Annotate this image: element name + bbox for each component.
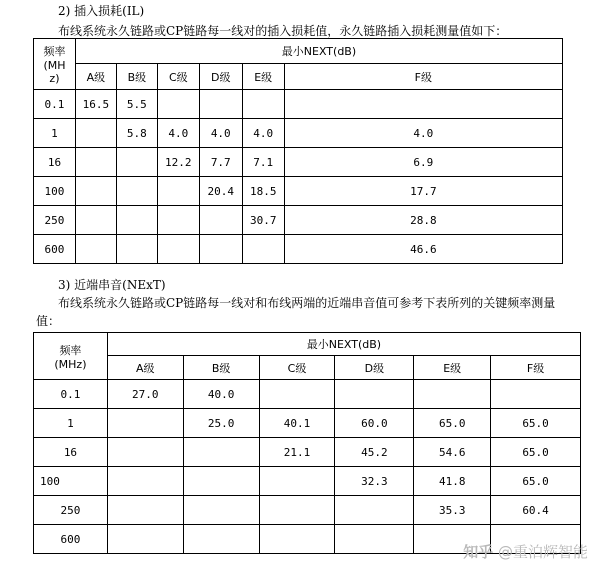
watermark-site: 知乎 (463, 543, 494, 561)
next-col-e: E级 (414, 356, 491, 380)
value-cell (107, 496, 183, 525)
freq-cell: 100 (34, 177, 76, 206)
value-cell (199, 235, 242, 264)
value-cell (107, 525, 183, 554)
value-cell (199, 206, 242, 235)
freq-cell: 1 (34, 409, 108, 438)
table-row (34, 235, 563, 264)
table-row (34, 119, 563, 148)
table-row (34, 467, 581, 496)
freq-cell: 600 (34, 525, 108, 554)
value-cell: 7.1 (242, 148, 284, 177)
next-column-header-row (34, 356, 581, 380)
value-cell: 5.8 (116, 119, 157, 148)
value-cell: 60.4 (491, 496, 581, 525)
table-row (34, 409, 581, 438)
value-cell: 16.5 (75, 90, 116, 119)
next-col-b: B级 (183, 356, 259, 380)
value-cell (199, 90, 242, 119)
value-cell: 28.8 (284, 206, 562, 235)
value-cell (183, 438, 259, 467)
watermark-author: @重泊辉智能 (497, 543, 588, 561)
il-col-c: C级 (157, 64, 199, 90)
table-row (34, 90, 563, 119)
il-col-e: E级 (242, 64, 284, 90)
value-cell: 65.0 (491, 409, 581, 438)
value-cell: 40.1 (259, 409, 335, 438)
value-cell: 46.6 (284, 235, 562, 264)
il-group-header: 最小NEXT(dB) (75, 39, 562, 64)
value-cell (259, 467, 335, 496)
value-cell: 41.8 (414, 467, 491, 496)
table-row (34, 206, 563, 235)
value-cell: 25.0 (183, 409, 259, 438)
value-cell (414, 380, 491, 409)
value-cell (157, 90, 199, 119)
value-cell (75, 206, 116, 235)
value-cell (116, 206, 157, 235)
il-col-f: F级 (284, 64, 562, 90)
freq-cell: 16 (34, 438, 108, 467)
value-cell: 7.7 (199, 148, 242, 177)
value-cell: 65.0 (491, 438, 581, 467)
value-cell: 60.0 (335, 409, 414, 438)
value-cell: 40.0 (183, 380, 259, 409)
value-cell (116, 148, 157, 177)
value-cell (116, 235, 157, 264)
value-cell (75, 119, 116, 148)
value-cell (75, 148, 116, 177)
section-next-heading: 3) 近端串音(NExT) (58, 278, 166, 292)
section-next-intro-line2: 值： (36, 314, 61, 328)
freq-cell: 250 (34, 206, 76, 235)
value-cell: 12.2 (157, 148, 199, 177)
next-col-f: F级 (491, 356, 581, 380)
next-group-header: 最小NEXT(dB) (107, 333, 580, 356)
il-column-header-row (34, 64, 563, 90)
value-cell: 45.2 (335, 438, 414, 467)
value-cell (157, 235, 199, 264)
table-row (34, 496, 581, 525)
il-col-b: B级 (116, 64, 157, 90)
freq-cell: 0.1 (34, 90, 76, 119)
il-table (33, 38, 563, 264)
next-table (33, 332, 581, 554)
freq-cell: 100 (34, 467, 108, 496)
value-cell: 35.3 (414, 496, 491, 525)
zhihu-watermark (463, 541, 588, 562)
value-cell (157, 206, 199, 235)
value-cell (183, 496, 259, 525)
value-cell: 17.7 (284, 177, 562, 206)
value-cell: 18.5 (242, 177, 284, 206)
section-il-heading: 2) 插入损耗(IL) (58, 4, 145, 18)
value-cell (259, 380, 335, 409)
value-cell: 4.0 (284, 119, 562, 148)
next-freq-header: 频率 (MHz) (34, 333, 108, 380)
section-il-intro: 布线系统永久链路或CP链路每一线对的插入损耗值，永久链路插入损耗测量值如下： (58, 24, 508, 38)
value-cell (335, 380, 414, 409)
il-col-a: A级 (75, 64, 116, 90)
value-cell (116, 177, 157, 206)
value-cell (183, 525, 259, 554)
table-row (34, 380, 581, 409)
next-col-c: C级 (259, 356, 335, 380)
value-cell (107, 438, 183, 467)
il-freq-header: 频率 (MH z) (34, 39, 76, 90)
table-row (34, 177, 563, 206)
value-cell: 5.5 (116, 90, 157, 119)
value-cell (157, 177, 199, 206)
value-cell: 65.0 (491, 467, 581, 496)
value-cell: 4.0 (199, 119, 242, 148)
table-row (34, 438, 581, 467)
value-cell (75, 235, 116, 264)
value-cell (242, 90, 284, 119)
table-row (34, 148, 563, 177)
value-cell: 65.0 (414, 409, 491, 438)
freq-cell: 16 (34, 148, 76, 177)
value-cell: 30.7 (242, 206, 284, 235)
value-cell: 54.6 (414, 438, 491, 467)
value-cell (335, 496, 414, 525)
value-cell (259, 496, 335, 525)
value-cell (242, 235, 284, 264)
freq-cell: 250 (34, 496, 108, 525)
value-cell (284, 90, 562, 119)
value-cell: 21.1 (259, 438, 335, 467)
value-cell (75, 177, 116, 206)
value-cell: 6.9 (284, 148, 562, 177)
value-cell: 4.0 (157, 119, 199, 148)
value-cell: 27.0 (107, 380, 183, 409)
value-cell (335, 525, 414, 554)
value-cell: 20.4 (199, 177, 242, 206)
freq-cell: 0.1 (34, 380, 108, 409)
section-next-intro-line1: 布线系统永久链路或CP链路每一线对和布线两端的近端串音值可参考下表所列的关键频率测量 (58, 296, 556, 310)
value-cell (491, 380, 581, 409)
il-col-d: D级 (199, 64, 242, 90)
next-col-a: A级 (107, 356, 183, 380)
freq-cell: 1 (34, 119, 76, 148)
value-cell (183, 467, 259, 496)
freq-cell: 600 (34, 235, 76, 264)
value-cell (259, 525, 335, 554)
next-col-d: D级 (335, 356, 414, 380)
value-cell: 4.0 (242, 119, 284, 148)
value-cell (107, 467, 183, 496)
value-cell (107, 409, 183, 438)
value-cell: 32.3 (335, 467, 414, 496)
